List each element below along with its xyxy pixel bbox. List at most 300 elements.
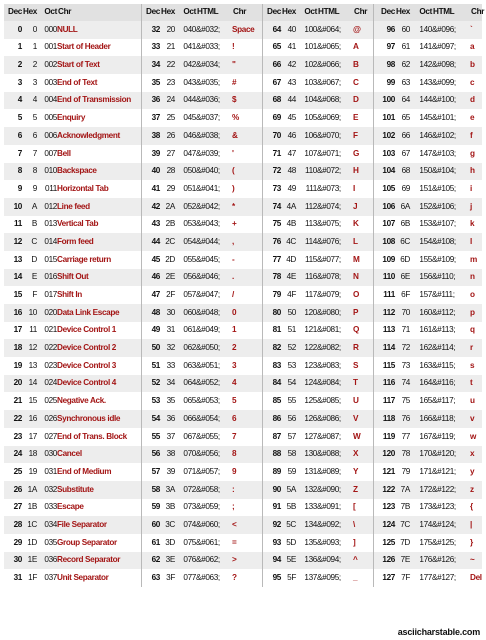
cell-oct: 072 bbox=[175, 481, 196, 499]
table-row bbox=[4, 127, 482, 145]
cell-oct: 152 bbox=[410, 198, 432, 216]
cell-chr: X bbox=[353, 446, 373, 464]
cell-oct: 015 bbox=[37, 251, 57, 269]
cell-html: &#039; bbox=[196, 145, 232, 163]
cell-html: &#081; bbox=[317, 322, 353, 340]
cell-oct: 164 bbox=[410, 375, 432, 393]
cell-chr: i bbox=[470, 180, 482, 198]
table-row bbox=[4, 163, 482, 181]
cell-oct: 017 bbox=[37, 286, 57, 304]
cell-chr: Backspace bbox=[57, 163, 141, 181]
cell-dec: 87 bbox=[262, 428, 281, 446]
cell-hex: 57 bbox=[281, 428, 296, 446]
cell-html: &#040; bbox=[196, 163, 232, 181]
cell-html: &#057; bbox=[196, 463, 232, 481]
cell-chr: J bbox=[353, 198, 373, 216]
cell-oct: 036 bbox=[37, 552, 57, 570]
table-row bbox=[4, 499, 482, 517]
cell-hex: 37 bbox=[160, 428, 175, 446]
cell-hex: 5 bbox=[22, 109, 37, 127]
table-row bbox=[4, 392, 482, 410]
cell-hex: 24 bbox=[160, 92, 175, 110]
table-row bbox=[4, 481, 482, 499]
cell-hex: 31 bbox=[160, 322, 175, 340]
cell-dec: 96 bbox=[373, 21, 395, 39]
cell-hex: 3B bbox=[160, 499, 175, 517]
table-row bbox=[4, 463, 482, 481]
cell-html: &#121; bbox=[432, 463, 470, 481]
cell-dec: 28 bbox=[4, 516, 22, 534]
cell-hex: 19 bbox=[22, 463, 37, 481]
cell-dec: 42 bbox=[141, 198, 160, 216]
cell-hex: 43 bbox=[281, 74, 296, 92]
cell-html: &#108; bbox=[432, 233, 470, 251]
cell-dec: 85 bbox=[262, 392, 281, 410]
cell-dec: 93 bbox=[262, 534, 281, 552]
column-header-chr: Chr bbox=[57, 4, 141, 21]
cell-hex: 0 bbox=[22, 21, 37, 39]
cell-dec: 72 bbox=[262, 163, 281, 181]
cell-hex: 40 bbox=[281, 21, 296, 39]
cell-chr: ( bbox=[232, 163, 262, 181]
cell-oct: 160 bbox=[410, 304, 432, 322]
cell-dec: 113 bbox=[373, 322, 395, 340]
cell-dec: 115 bbox=[373, 357, 395, 375]
cell-hex: 2E bbox=[160, 269, 175, 287]
cell-chr: O bbox=[353, 286, 373, 304]
cell-hex: 34 bbox=[160, 375, 175, 393]
cell-chr: B bbox=[353, 56, 373, 74]
cell-chr: h bbox=[470, 163, 482, 181]
cell-oct: 150 bbox=[410, 163, 432, 181]
cell-chr: ! bbox=[232, 39, 262, 57]
cell-oct: 106 bbox=[296, 127, 317, 145]
cell-hex: E bbox=[22, 269, 37, 287]
cell-hex: 77 bbox=[395, 428, 410, 446]
cell-html: &#088; bbox=[317, 446, 353, 464]
cell-dec: 122 bbox=[373, 481, 395, 499]
cell-html: &#044; bbox=[196, 233, 232, 251]
cell-hex: 6E bbox=[395, 269, 410, 287]
cell-oct: 172 bbox=[410, 481, 432, 499]
cell-dec: 63 bbox=[141, 569, 160, 587]
cell-oct: 070 bbox=[175, 446, 196, 464]
cell-hex: 71 bbox=[395, 322, 410, 340]
cell-html: &#079; bbox=[317, 286, 353, 304]
cell-hex: 1 bbox=[22, 39, 37, 57]
cell-hex: 3A bbox=[160, 481, 175, 499]
cell-oct: 170 bbox=[410, 446, 432, 464]
cell-hex: 5D bbox=[281, 534, 296, 552]
cell-dec: 10 bbox=[4, 198, 22, 216]
cell-oct: 020 bbox=[37, 304, 57, 322]
cell-oct: 125 bbox=[296, 392, 317, 410]
cell-hex: 7 bbox=[22, 145, 37, 163]
cell-chr: T bbox=[353, 375, 373, 393]
cell-oct: 054 bbox=[175, 233, 196, 251]
table-row bbox=[4, 269, 482, 287]
cell-chr: Space bbox=[232, 21, 262, 39]
cell-dec: 74 bbox=[262, 198, 281, 216]
cell-dec: 46 bbox=[141, 269, 160, 287]
cell-oct: 115 bbox=[296, 251, 317, 269]
cell-oct: 147 bbox=[410, 145, 432, 163]
cell-hex: D bbox=[22, 251, 37, 269]
cell-dec: 56 bbox=[141, 446, 160, 464]
table-row bbox=[4, 216, 482, 234]
cell-oct: 140 bbox=[410, 21, 432, 39]
cell-hex: 3E bbox=[160, 552, 175, 570]
cell-dec: 69 bbox=[262, 109, 281, 127]
cell-hex: 3F bbox=[160, 569, 175, 587]
cell-chr: ' bbox=[232, 145, 262, 163]
cell-html: &#071; bbox=[317, 145, 353, 163]
cell-hex: 1D bbox=[22, 534, 37, 552]
cell-chr: U bbox=[353, 392, 373, 410]
cell-oct: 067 bbox=[175, 428, 196, 446]
cell-chr: " bbox=[232, 56, 262, 74]
cell-chr: I bbox=[353, 180, 373, 198]
cell-chr: Start of Header bbox=[57, 39, 141, 57]
cell-html: &#041; bbox=[196, 180, 232, 198]
column-header-dec: Dec bbox=[141, 4, 160, 21]
cell-chr: W bbox=[353, 428, 373, 446]
cell-oct: 104 bbox=[296, 92, 317, 110]
cell-chr: \ bbox=[353, 516, 373, 534]
cell-hex: 17 bbox=[22, 428, 37, 446]
cell-dec: 49 bbox=[141, 322, 160, 340]
cell-html: &#038; bbox=[196, 127, 232, 145]
cell-oct: 001 bbox=[37, 39, 57, 57]
cell-dec: 55 bbox=[141, 428, 160, 446]
cell-oct: 116 bbox=[296, 269, 317, 287]
cell-chr: 7 bbox=[232, 428, 262, 446]
cell-oct: 041 bbox=[175, 39, 196, 57]
cell-dec: 94 bbox=[262, 552, 281, 570]
cell-chr: End of Text bbox=[57, 74, 141, 92]
cell-html: &#083; bbox=[317, 357, 353, 375]
cell-chr: 9 bbox=[232, 463, 262, 481]
column-header-html: HTML bbox=[196, 4, 232, 21]
cell-chr: ~ bbox=[470, 552, 482, 570]
cell-dec: 66 bbox=[262, 56, 281, 74]
column-header-oct: Oct bbox=[410, 4, 432, 21]
cell-hex: 21 bbox=[160, 39, 175, 57]
cell-dec: 70 bbox=[262, 127, 281, 145]
cell-hex: 33 bbox=[160, 357, 175, 375]
cell-html: &#059; bbox=[196, 499, 232, 517]
cell-oct: 165 bbox=[410, 392, 432, 410]
cell-html: &#032; bbox=[196, 21, 232, 39]
cell-html: &#106; bbox=[432, 198, 470, 216]
cell-dec: 89 bbox=[262, 463, 281, 481]
cell-dec: 111 bbox=[373, 286, 395, 304]
cell-hex: 1C bbox=[22, 516, 37, 534]
cell-hex: 30 bbox=[160, 304, 175, 322]
table-row bbox=[4, 322, 482, 340]
cell-chr: 8 bbox=[232, 446, 262, 464]
cell-oct: 153 bbox=[410, 216, 432, 234]
cell-chr: Carriage return bbox=[57, 251, 141, 269]
cell-dec: 84 bbox=[262, 375, 281, 393]
table-row bbox=[4, 534, 482, 552]
cell-chr: E bbox=[353, 109, 373, 127]
cell-oct: 134 bbox=[296, 516, 317, 534]
column-header-hex: Hex bbox=[395, 4, 410, 21]
cell-html: &#090; bbox=[317, 481, 353, 499]
cell-html: &#034; bbox=[196, 56, 232, 74]
cell-oct: 166 bbox=[410, 410, 432, 428]
cell-hex: 25 bbox=[160, 109, 175, 127]
cell-dec: 8 bbox=[4, 163, 22, 181]
cell-hex: 45 bbox=[281, 109, 296, 127]
cell-dec: 117 bbox=[373, 392, 395, 410]
column-header-html: HTML bbox=[432, 4, 470, 21]
table-row bbox=[4, 251, 482, 269]
cell-chr: @ bbox=[353, 21, 373, 39]
cell-chr: ` bbox=[470, 21, 482, 39]
cell-oct: 040 bbox=[175, 21, 196, 39]
cell-dec: 41 bbox=[141, 180, 160, 198]
cell-hex: 20 bbox=[160, 21, 175, 39]
cell-html: &#107; bbox=[432, 216, 470, 234]
cell-chr: m bbox=[470, 251, 482, 269]
cell-dec: 126 bbox=[373, 552, 395, 570]
cell-chr: G bbox=[353, 145, 373, 163]
cell-hex: 5E bbox=[281, 552, 296, 570]
cell-hex: 53 bbox=[281, 357, 296, 375]
cell-hex: 7E bbox=[395, 552, 410, 570]
column-header-hex: Hex bbox=[160, 4, 175, 21]
cell-dec: 38 bbox=[141, 127, 160, 145]
cell-oct: 032 bbox=[37, 481, 57, 499]
cell-dec: 37 bbox=[141, 109, 160, 127]
cell-chr: S bbox=[353, 357, 373, 375]
column-header-chr: Chr bbox=[470, 4, 482, 21]
cell-oct: 003 bbox=[37, 74, 57, 92]
cell-html: &#072; bbox=[317, 163, 353, 181]
cell-chr: Synchronous idle bbox=[57, 410, 141, 428]
cell-html: &#056; bbox=[196, 446, 232, 464]
cell-dec: 67 bbox=[262, 74, 281, 92]
cell-chr: ; bbox=[232, 499, 262, 517]
column-header-hex: Hex bbox=[22, 4, 37, 21]
cell-chr: * bbox=[232, 198, 262, 216]
cell-oct: 110 bbox=[296, 163, 317, 181]
cell-hex: 68 bbox=[395, 163, 410, 181]
cell-hex: 6B bbox=[395, 216, 410, 234]
cell-oct: 175 bbox=[410, 534, 432, 552]
cell-hex: 63 bbox=[395, 74, 410, 92]
cell-chr: u bbox=[470, 392, 482, 410]
cell-html: &#113; bbox=[432, 322, 470, 340]
table-row bbox=[4, 286, 482, 304]
cell-dec: 79 bbox=[262, 286, 281, 304]
cell-html: &#122; bbox=[432, 481, 470, 499]
cell-hex: 1E bbox=[22, 552, 37, 570]
cell-dec: 95 bbox=[262, 569, 281, 587]
cell-hex: 55 bbox=[281, 392, 296, 410]
table-row bbox=[4, 21, 482, 39]
cell-chr: Form feed bbox=[57, 233, 141, 251]
cell-oct: 161 bbox=[410, 322, 432, 340]
cell-oct: 007 bbox=[37, 145, 57, 163]
cell-hex: 6 bbox=[22, 127, 37, 145]
cell-html: &#105; bbox=[432, 180, 470, 198]
cell-hex: 60 bbox=[395, 21, 410, 39]
cell-dec: 75 bbox=[262, 216, 281, 234]
cell-oct: 173 bbox=[410, 499, 432, 517]
cell-oct: 052 bbox=[175, 198, 196, 216]
cell-hex: 42 bbox=[281, 56, 296, 74]
table-row bbox=[4, 516, 482, 534]
cell-html: &#036; bbox=[196, 92, 232, 110]
cell-dec: 76 bbox=[262, 233, 281, 251]
table-row bbox=[4, 339, 482, 357]
cell-hex: 4B bbox=[281, 216, 296, 234]
cell-hex: 78 bbox=[395, 446, 410, 464]
cell-oct: 101 bbox=[296, 39, 317, 57]
cell-chr: [ bbox=[353, 499, 373, 517]
cell-dec: 20 bbox=[4, 375, 22, 393]
cell-chr: Bell bbox=[57, 145, 141, 163]
cell-dec: 71 bbox=[262, 145, 281, 163]
cell-dec: 29 bbox=[4, 534, 22, 552]
cell-html: &#042; bbox=[196, 198, 232, 216]
cell-oct: 047 bbox=[175, 145, 196, 163]
cell-hex: 5A bbox=[281, 481, 296, 499]
cell-hex: 16 bbox=[22, 410, 37, 428]
cell-dec: 77 bbox=[262, 251, 281, 269]
cell-chr: 0 bbox=[232, 304, 262, 322]
cell-oct: 046 bbox=[175, 127, 196, 145]
cell-chr: Acknowledgment bbox=[57, 127, 141, 145]
cell-oct: 133 bbox=[296, 499, 317, 517]
cell-dec: 16 bbox=[4, 304, 22, 322]
cell-hex: 64 bbox=[395, 92, 410, 110]
cell-chr: % bbox=[232, 109, 262, 127]
cell-oct: 061 bbox=[175, 322, 196, 340]
cell-dec: 24 bbox=[4, 446, 22, 464]
cell-html: &#062; bbox=[196, 552, 232, 570]
cell-html: &#048; bbox=[196, 304, 232, 322]
cell-hex: 47 bbox=[281, 145, 296, 163]
cell-dec: 62 bbox=[141, 552, 160, 570]
cell-chr: Line feed bbox=[57, 198, 141, 216]
cell-html: &#070; bbox=[317, 127, 353, 145]
cell-oct: 151 bbox=[410, 180, 432, 198]
cell-oct: 062 bbox=[175, 339, 196, 357]
cell-html: &#037; bbox=[196, 109, 232, 127]
cell-chr: | bbox=[470, 516, 482, 534]
cell-hex: 74 bbox=[395, 375, 410, 393]
cell-html: &#111; bbox=[432, 286, 470, 304]
cell-dec: 43 bbox=[141, 216, 160, 234]
cell-dec: 90 bbox=[262, 481, 281, 499]
cell-html: &#064; bbox=[317, 21, 353, 39]
cell-html: &#120; bbox=[432, 446, 470, 464]
cell-chr: o bbox=[470, 286, 482, 304]
cell-html: &#068; bbox=[317, 92, 353, 110]
cell-hex: 7A bbox=[395, 481, 410, 499]
cell-chr: r bbox=[470, 339, 482, 357]
cell-oct: 142 bbox=[410, 56, 432, 74]
cell-hex: 2F bbox=[160, 286, 175, 304]
cell-oct: 121 bbox=[296, 322, 317, 340]
cell-dec: 17 bbox=[4, 322, 22, 340]
cell-dec: 59 bbox=[141, 499, 160, 517]
cell-hex: 46 bbox=[281, 127, 296, 145]
cell-oct: 024 bbox=[37, 375, 57, 393]
cell-hex: 7C bbox=[395, 516, 410, 534]
cell-hex: 1B bbox=[22, 499, 37, 517]
cell-html: &#084; bbox=[317, 375, 353, 393]
cell-dec: 51 bbox=[141, 357, 160, 375]
cell-oct: 011 bbox=[37, 180, 57, 198]
column-header-chr: Chr bbox=[232, 4, 262, 21]
cell-hex: 5F bbox=[281, 569, 296, 587]
cell-hex: 3 bbox=[22, 74, 37, 92]
cell-chr: = bbox=[232, 534, 262, 552]
cell-chr: + bbox=[232, 216, 262, 234]
cell-html: &#053; bbox=[196, 392, 232, 410]
cell-oct: 005 bbox=[37, 109, 57, 127]
cell-hex: 1A bbox=[22, 481, 37, 499]
cell-dec: 50 bbox=[141, 339, 160, 357]
cell-dec: 15 bbox=[4, 286, 22, 304]
cell-dec: 108 bbox=[373, 233, 395, 251]
cell-html: &#063; bbox=[196, 569, 232, 587]
column-header-chr: Chr bbox=[353, 4, 373, 21]
cell-oct: 004 bbox=[37, 92, 57, 110]
cell-oct: 135 bbox=[296, 534, 317, 552]
cell-html: &#123; bbox=[432, 499, 470, 517]
cell-hex: 4E bbox=[281, 269, 296, 287]
cell-dec: 54 bbox=[141, 410, 160, 428]
cell-hex: 3D bbox=[160, 534, 175, 552]
cell-chr: ) bbox=[232, 180, 262, 198]
cell-oct: 025 bbox=[37, 392, 57, 410]
cell-hex: 49 bbox=[281, 180, 296, 198]
cell-hex: 6A bbox=[395, 198, 410, 216]
cell-chr: k bbox=[470, 216, 482, 234]
cell-dec: 121 bbox=[373, 463, 395, 481]
cell-dec: 86 bbox=[262, 410, 281, 428]
cell-html: &#100; bbox=[432, 92, 470, 110]
cell-oct: 063 bbox=[175, 357, 196, 375]
cell-oct: 042 bbox=[175, 56, 196, 74]
cell-html: &#112; bbox=[432, 304, 470, 322]
cell-chr: # bbox=[232, 74, 262, 92]
cell-chr: f bbox=[470, 127, 482, 145]
cell-html: &#047; bbox=[196, 286, 232, 304]
cell-html: &#046; bbox=[196, 269, 232, 287]
cell-hex: 22 bbox=[160, 56, 175, 74]
cell-dec: 47 bbox=[141, 286, 160, 304]
cell-chr: 6 bbox=[232, 410, 262, 428]
cell-hex: 3C bbox=[160, 516, 175, 534]
cell-chr: NULL bbox=[57, 21, 141, 39]
cell-oct: 006 bbox=[37, 127, 57, 145]
cell-chr: 1 bbox=[232, 322, 262, 340]
cell-hex: 1F bbox=[22, 569, 37, 587]
cell-hex: 2B bbox=[160, 216, 175, 234]
cell-oct: 136 bbox=[296, 552, 317, 570]
cell-hex: 72 bbox=[395, 339, 410, 357]
cell-oct: 077 bbox=[175, 569, 196, 587]
table-row bbox=[4, 446, 482, 464]
cell-hex: 6C bbox=[395, 233, 410, 251]
